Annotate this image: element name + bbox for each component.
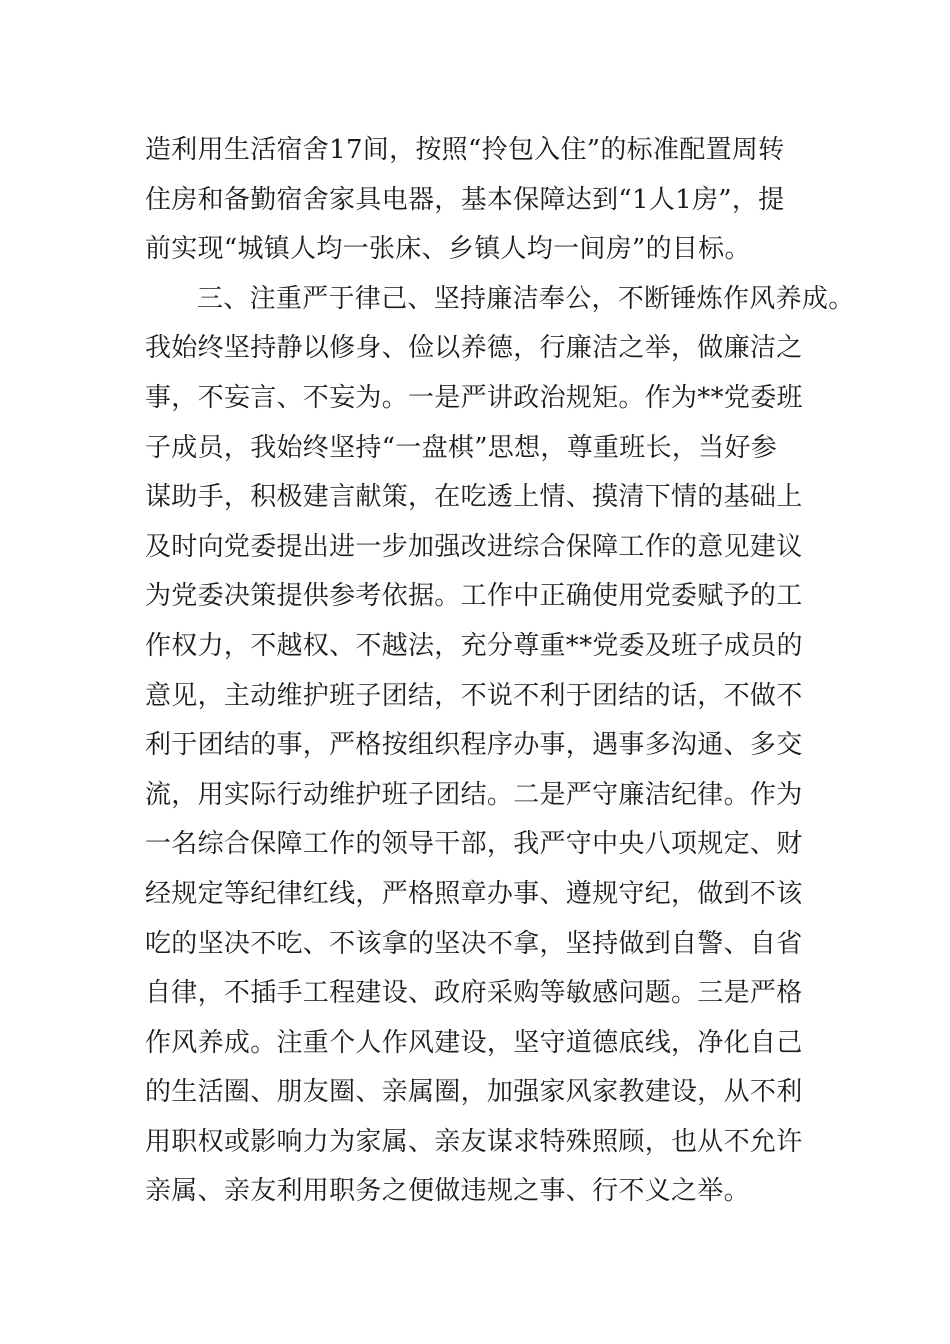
text-line: 意见，主动维护班子团结，不说不利于团结的话，不做不: [145, 680, 803, 711]
text-line: 及时向党委提出进一步加强改进综合保障工作的意见建议: [145, 531, 803, 562]
text-line: 住房和备勤宿舍家具电器，基本保障达到“1人1房”，提: [145, 184, 785, 215]
text-line: 经规定等纪律红线，严格照章办事、遵规守纪，做到不该: [145, 878, 803, 909]
text-line: 我始终坚持静以修身、俭以养德，行廉洁之举，做廉洁之: [145, 333, 803, 364]
text-line: 谋助手，积极建言献策，在吃透上情、摸清下情的基础上: [145, 482, 803, 513]
text-line: 造利用生活宿舍17间，按照“拎包入住”的标准配置周转: [145, 135, 785, 165]
text-line: 流，用实际行动维护班子团结。二是严守廉洁纪律。作为: [145, 779, 803, 810]
text-line: 自律，不插手工程建设、政府采购等敏感问题。三是严格: [145, 978, 803, 1009]
text-line: 利于团结的事，严格按组织程序办事，遇事多沟通、多交: [145, 730, 803, 761]
text-line: 为党委决策提供参考依据。工作中正确使用党委赋予的工: [145, 581, 803, 612]
text-line: 的生活圈、朋友圈、亲属圈，加强家风家教建设，从不利: [145, 1077, 803, 1108]
text-line: 作权力，不越权、不越法，充分尊重**党委及班子成员的: [145, 630, 803, 661]
text-line: 前实现“城镇人均一张床、乡镇人均一间房”的目标。: [145, 234, 751, 265]
text-line: 用职权或影响力为家属、亲友谋求特殊照顾，也从不允许: [145, 1126, 803, 1157]
text-line: 作风养成。注重个人作风建设，坚守道德底线，净化自己: [145, 1027, 803, 1058]
body-text: [145, 126, 855, 1217]
section-heading-line: 三、注重严于律己、坚持廉洁奉公，不断锤炼作风养成。: [197, 283, 855, 314]
text-line: 亲属、亲友利用职务之便做违规之事、行不义之举。: [145, 1176, 750, 1207]
text-line: 子成员，我始终坚持“一盘棋”思想，尊重班长，当好参: [145, 432, 778, 463]
text-line: 吃的坚决不吃、不该拿的坚决不拿，坚持做到自警、自省: [145, 928, 803, 959]
text-line: 一名综合保障工作的领导干部，我严守中央八项规定、财: [145, 829, 803, 860]
text-line: 事，不妄言、不妄为。一是严讲政治规矩。作为**党委班: [145, 382, 803, 413]
